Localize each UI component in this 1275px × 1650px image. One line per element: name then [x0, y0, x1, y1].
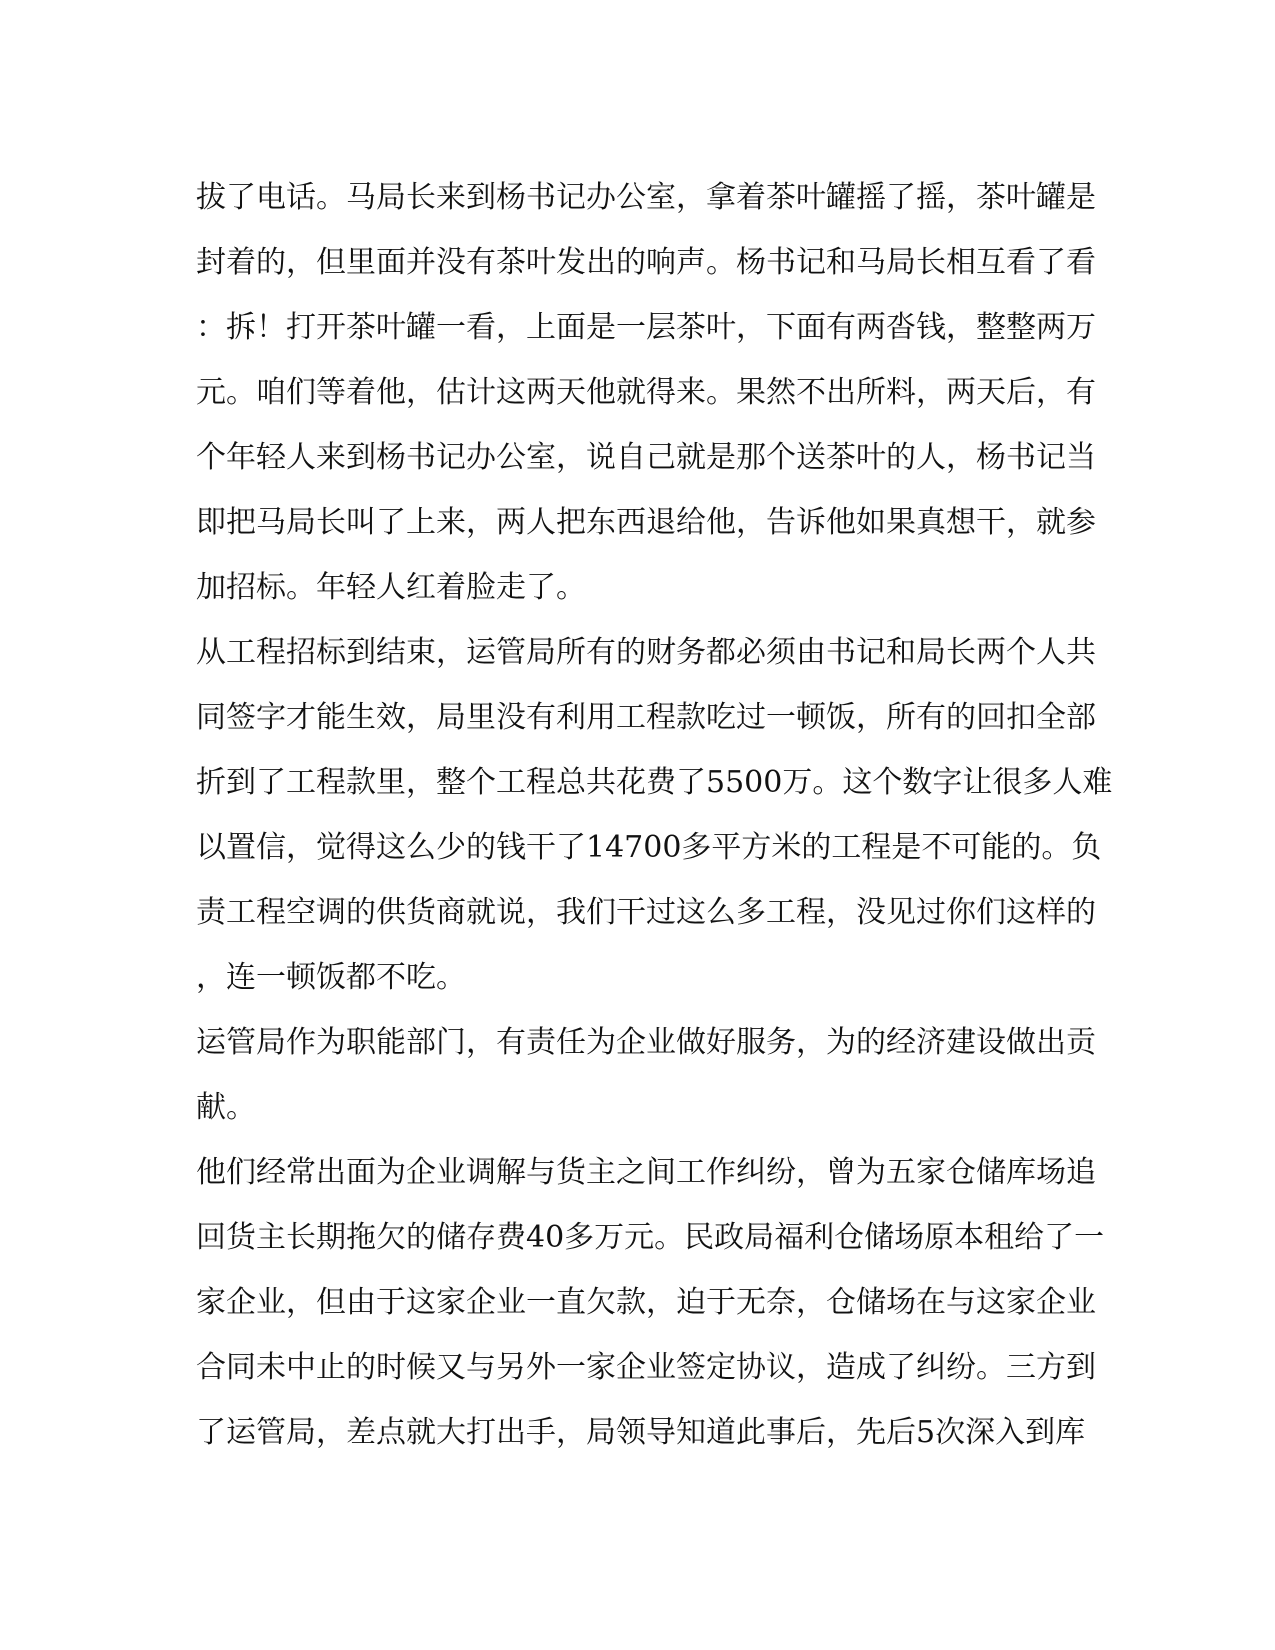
paragraph-3 [196, 1010, 1096, 1140]
text-line: 合同未中止的时候又与另外一家企业签定协议，造成了纠纷。三方到 [196, 1350, 1096, 1385]
text-line: 加招标。年轻人红着脸走了。 [196, 570, 586, 605]
text-line: 从工程招标到结束，运管局所有的财务都必须由书记和局长两个人共 [196, 635, 1096, 670]
text-line: 元。咱们等着他，估计这两天他就得来。果然不出所料，两天后，有 [196, 375, 1096, 410]
text-line: 即把马局长叫了上来，两人把东西退给他，告诉他如果真想干，就参 [196, 505, 1096, 540]
text-line: 运管局作为职能部门，有责任为企业做好服务，为的经济建设做出贡 [196, 1025, 1096, 1060]
text-line: 个年轻人来到杨书记办公室，说自己就是那个送茶叶的人，杨书记当 [196, 440, 1096, 475]
text-line: ：拆！打开茶叶罐一看，上面是一层茶叶，下面有两沓钱，整整两万 [196, 310, 1096, 345]
document-body [196, 165, 1113, 1465]
text-line: 献。 [196, 1090, 256, 1125]
paragraph-2 [196, 620, 1113, 1010]
text-line: 他们经常出面为企业调解与货主之间工作纠纷，曾为五家仓储库场追 [196, 1155, 1096, 1190]
text-line: 同签字才能生效，局里没有利用工程款吃过一顿饭，所有的回扣全部 [196, 700, 1096, 735]
text-line: 了运管局，差点就大打出手，局领导知道此事后，先后5次深入到库 [196, 1415, 1086, 1450]
text-line: 责工程空调的供货商就说，我们干过这么多工程，没见过你们这样的 [196, 895, 1096, 930]
paragraph-1 [196, 165, 1096, 620]
text-line: 拔了电话。马局长来到杨书记办公室，拿着茶叶罐摇了摇，茶叶罐是 [196, 180, 1096, 215]
text-line: ，连一顿饭都不吃。 [196, 960, 466, 995]
text-line: 封着的，但里面并没有茶叶发出的响声。杨书记和马局长相互看了看 [196, 245, 1096, 280]
paragraph-4 [196, 1140, 1105, 1465]
text-line: 以置信，觉得这么少的钱干了14700多平方米的工程是不可能的。负 [196, 830, 1102, 865]
text-line: 折到了工程款里，整个工程总共花费了5500万。这个数字让很多人难 [196, 765, 1113, 800]
text-line: 回货主长期拖欠的储存费40多万元。民政局福利仓储场原本租给了一 [196, 1220, 1105, 1255]
text-line: 家企业，但由于这家企业一直欠款，迫于无奈，仓储场在与这家企业 [196, 1285, 1096, 1320]
